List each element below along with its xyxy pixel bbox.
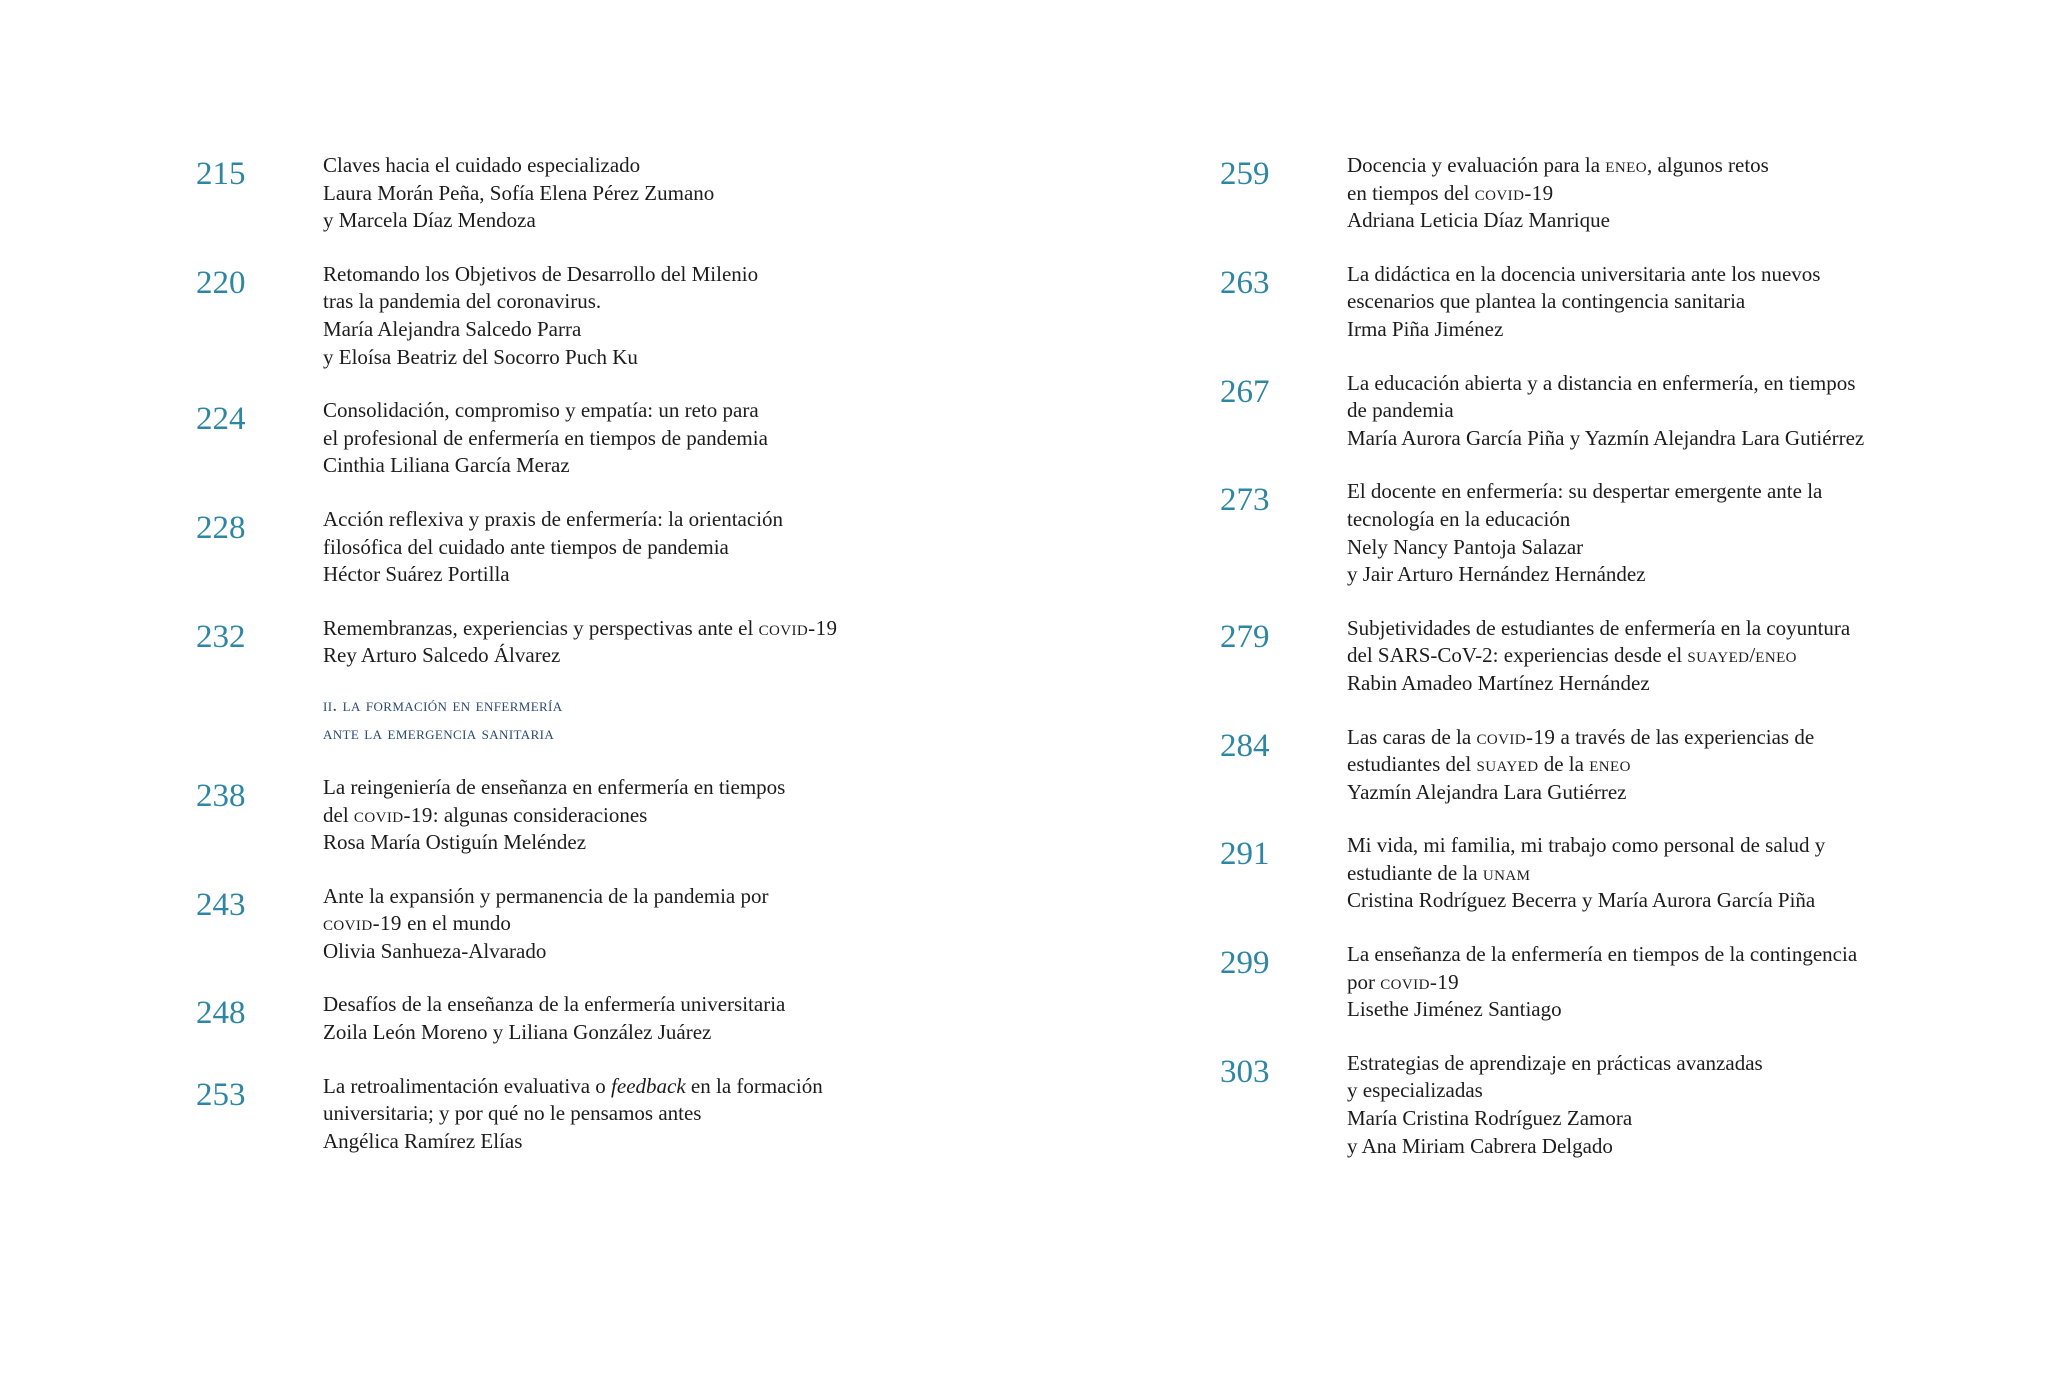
entry-line: María Cristina Rodríguez Zamora [1347, 1106, 1633, 1131]
entry-text [1347, 941, 1960, 1024]
entry-title-line: Las caras de la covid-19 a través de las experiencias de [1347, 724, 1815, 749]
toc-entry[interactable] [1220, 832, 1960, 915]
page-number: 238 [196, 777, 246, 814]
entry-line: estudiantes del suayed de la eneo [1347, 752, 1631, 777]
page-number: 215 [196, 156, 246, 192]
entry-line: covid-19 en el mundo [323, 911, 511, 936]
entry-line: Yazmín Alejandra Lara Gutiérrez [1347, 779, 1627, 804]
toc-left-column [196, 152, 936, 1181]
entry-line: el profesional de enfermería en tiempos de pandemia [323, 425, 768, 450]
entry-title-line: El docente en enfermería: su despertar emergente ante la [1347, 479, 1823, 504]
entry-line: del SARS-CoV-2: experiencias desde el suayed/eneo [1347, 643, 1797, 668]
toc-right-column [1220, 152, 1960, 1186]
page-number: 263 [1220, 264, 1270, 301]
toc-entry[interactable] [196, 397, 936, 480]
toc-entry[interactable] [1220, 724, 1960, 807]
section-heading [323, 692, 936, 748]
entry-text [323, 261, 936, 371]
entry-title-line: Acción reflexiva y praxis de enfermería: la orientación [323, 506, 784, 531]
page-number: 253 [196, 1076, 246, 1113]
entry-line: universitaria; y por qué no le pensamos antes [323, 1101, 702, 1126]
entry-line: Lisethe Jiménez Santiago [1347, 997, 1562, 1022]
page-number: 267 [1220, 373, 1270, 410]
entry-text [323, 774, 936, 857]
entry-line: Laura Morán Peña, Sofía Elena Pérez Zumano [323, 180, 715, 205]
entry-line: María Aurora García Piña y Yazmín Alejandra Lara Gutiérrez [1347, 425, 1865, 450]
entry-line: tras la pandemia del coronavirus. [323, 289, 602, 314]
entry-text [1347, 724, 1960, 807]
entry-title-line: Subjetividades de estudiantes de enfermería en la coyuntura [1347, 615, 1851, 640]
entry-title-line: Docencia y evaluación para la eneo, algunos retos [1347, 153, 1769, 177]
entry-text [1347, 615, 1960, 698]
entry-line: y Marcela Díaz Mendoza [323, 208, 536, 233]
entry-line: Cristina Rodríguez Becerra y María Aurora García Piña [1347, 888, 1816, 913]
entry-text [1347, 832, 1960, 915]
page-number: 243 [196, 886, 246, 923]
entry-line: y especializadas [1347, 1078, 1483, 1103]
entry-line: Rabin Amadeo Martínez Hernández [1347, 670, 1650, 695]
entry-text [323, 506, 936, 589]
entry-title-line: La reingeniería de enseñanza en enfermería en tiempos [323, 774, 786, 799]
section-heading-line: ante la emergencia sanitaria [323, 722, 555, 744]
page-number: 273 [1220, 482, 1270, 519]
toc-entry[interactable] [1220, 370, 1960, 453]
entry-text [323, 152, 936, 235]
entry-title-line: Retomando los Objetivos de Desarrollo del Milenio [323, 261, 759, 286]
entry-title-line: Mi vida, mi familia, mi trabajo como personal de salud y [1347, 833, 1826, 858]
entry-line: por covid-19 [1347, 969, 1460, 994]
page-number: 303 [1220, 1053, 1270, 1090]
entry-line: Olivia Sanhueza-Alvarado [323, 938, 547, 963]
entry-line: en tiempos del covid-19 [1347, 180, 1554, 205]
entry-text [323, 883, 936, 966]
toc-entry[interactable] [196, 883, 936, 966]
page-number: 291 [1220, 836, 1270, 873]
entry-line: Irma Piña Jiménez [1347, 316, 1504, 341]
entry-text [323, 991, 936, 1046]
page-number: 224 [196, 401, 246, 438]
entry-line: y Eloísa Beatriz del Socorro Puch Ku [323, 344, 638, 369]
entry-text [1347, 370, 1960, 453]
entry-title-line: Estrategias de aprendizaje en prácticas avanzadas [1347, 1050, 1763, 1075]
page-number: 220 [196, 264, 246, 301]
entry-line: del covid-19: algunas consideraciones [323, 802, 648, 827]
page-number: 284 [1220, 727, 1270, 764]
entry-text [1347, 1050, 1960, 1160]
page-number: 248 [196, 995, 246, 1032]
entry-text [323, 615, 936, 670]
toc-entry[interactable] [196, 152, 936, 235]
entry-text [1347, 261, 1960, 344]
entry-line: Rey Arturo Salcedo Álvarez [323, 643, 561, 668]
entry-line: Nely Nancy Pantoja Salazar [1347, 534, 1584, 559]
entry-line: Zoila León Moreno y Liliana González Juárez [323, 1020, 712, 1045]
entry-line: Rosa María Ostiguín Meléndez [323, 830, 587, 855]
toc-entry[interactable] [196, 261, 936, 371]
page-number: 259 [1220, 156, 1270, 192]
entry-line: María Alejandra Salcedo Parra [323, 316, 582, 341]
toc-entry[interactable] [196, 991, 936, 1046]
entry-title-line: La enseñanza de la enfermería en tiempos de la contingencia [1347, 942, 1858, 967]
toc-entry[interactable] [196, 1073, 936, 1156]
page-number: 232 [196, 618, 246, 655]
section-heading-line: ii. la formación en enfermería [323, 694, 563, 716]
entry-line: de pandemia [1347, 398, 1454, 423]
toc-entry[interactable] [1220, 941, 1960, 1024]
page-number: 299 [1220, 945, 1270, 982]
toc-entry[interactable] [1220, 478, 1960, 588]
entry-title-line: La didáctica en la docencia universitaria ante los nuevos [1347, 261, 1821, 286]
entry-title-line: Ante la expansión y permanencia de la pandemia por [323, 883, 769, 908]
entry-line: y Jair Arturo Hernández Hernández [1347, 562, 1646, 587]
entry-line: tecnología en la educación [1347, 506, 1571, 531]
entry-line: Cinthia Liliana García Meraz [323, 453, 570, 478]
entry-line: Angélica Ramírez Elías [323, 1128, 523, 1153]
toc-entry[interactable] [1220, 1050, 1960, 1160]
toc-entry[interactable] [1220, 615, 1960, 698]
entry-line: escenarios que plantea la contingencia sanitaria [1347, 289, 1746, 314]
entry-line: Héctor Suárez Portilla [323, 562, 510, 587]
entry-title-line: Consolidación, compromiso y empatía: un reto para [323, 398, 759, 423]
entry-line: filosófica del cuidado ante tiempos de pandemia [323, 534, 729, 559]
toc-entry[interactable] [1220, 261, 1960, 344]
entry-text [323, 397, 936, 480]
entry-text [1347, 478, 1960, 588]
entry-text [323, 1073, 936, 1156]
entry-title-line: Claves hacia el cuidado especializado [323, 153, 641, 177]
toc-entry[interactable] [196, 506, 936, 589]
entry-line: y Ana Miriam Cabrera Delgado [1347, 1133, 1613, 1158]
entry-title-line: La educación abierta y a distancia en enfermería, en tiempos [1347, 370, 1856, 395]
entry-title-line: Desafíos de la enseñanza de la enfermería universitaria [323, 992, 786, 1017]
toc-entry[interactable] [196, 615, 936, 670]
page-number: 228 [196, 509, 246, 546]
entry-title-line: La retroalimentación evaluativa o feedback en la formación [323, 1073, 823, 1098]
page-number: 279 [1220, 618, 1270, 655]
entry-line: estudiante de la unam [1347, 860, 1531, 885]
entry-line: Adriana Leticia Díaz Manrique [1347, 208, 1610, 233]
entry-title-line: Remembranzas, experiencias y perspectivas ante el covid-19 [323, 615, 838, 640]
toc-entry[interactable] [1220, 152, 1960, 235]
entry-text [1347, 152, 1960, 235]
toc-entry[interactable] [196, 774, 936, 857]
